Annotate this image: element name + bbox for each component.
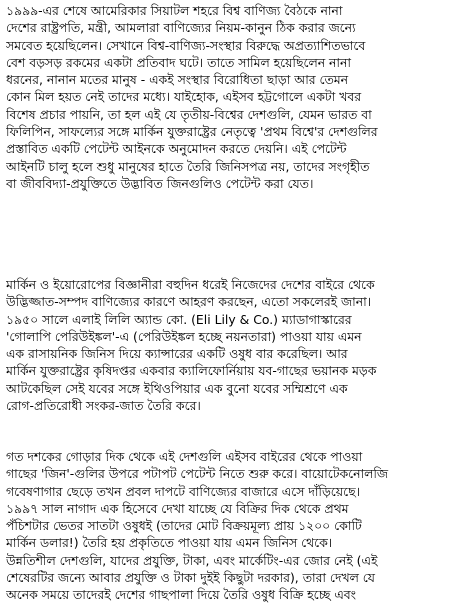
text-line: গবেষণাগার ছেড়ে তখন প্রবল দাপটে বাণিজ্যের বাজারে এসে দাঁড়িয়েছে। xyxy=(6,483,361,499)
text-line: মার্কিন ডলার!) তৈরি হয় প্রকৃতিতে পাওয়া যায় এমন জিনিস থেকে। xyxy=(6,535,333,551)
text-line: ১৯৯৭ সাল নাগাদ এক হিসেবে দেখা যাচ্ছে যে বিক্রির দিক থেকে প্রথম xyxy=(6,500,349,516)
text-line: বেশ বড়সড় রকমের একটা প্রতিবাদ ঘটে। তাতে সামিল হয়েছিলেন নানা xyxy=(6,54,352,70)
text-line: অনেক সময়ে তাদেরই দেশের গাছপালা দিয়ে তৈরি ওষুধ বিক্রি হচ্ছে এবং xyxy=(6,587,356,603)
text-line: বিশেষ প্রচার পায়নি, তা হল এই যে তৃতীয়-বিশ্বের দেশগুলি, যেমন ভারত বা xyxy=(6,106,372,122)
text-line: পঁচিশটার ভেতর সাতটা ওষুধই (তাদের মোট বিক্রয়মূল্য প্রায় ১২০০ কোটি xyxy=(6,518,362,534)
text-line: গত দশকের গোড়ার দিক থেকে এই দেশগুলি এইসব বাইরের থেকে পাওয়া xyxy=(6,449,363,464)
text-line: আইনটি চালু হলে শুধু মানুষের হাতে তৈরি জিনিসপত্র নয়, তাদের সংগৃহীত xyxy=(6,158,370,174)
text-line: উন্নতিশীল দেশগুলি, যাদের প্রযুক্তি, টাকা, এবং মার্কেটিং-এর জোর নেই (এই xyxy=(6,552,378,568)
text-line: গাছের 'জিন'-গুলির উপরে পটাপট পেটেন্ট নিতে শুরু করে। বায়োটেকনোলজি xyxy=(6,466,388,482)
text-line: 'গোলাপি পেরিউইঙ্কল'-এ (পেরিউইঙ্কল হচ্ছে নয়নতারা) পাওয়া যায় এমন xyxy=(6,328,362,344)
text-line: ধরনের, নানান মতের মানুষ - একই সংস্থার বিরোধিতা ছাড়া আর তেমন xyxy=(6,72,349,88)
text-line: উদ্ভিজ্জাত-সম্পদ বাণিজ্যের কারণে আহরণ করছেন, এতো সকলেরই জানা। xyxy=(6,294,372,310)
text-line: ১৯৯৯-এর শেষে আমেরিকার সিয়াটল শহরে বিশ্ব বাণিজ্য বৈঠকে নানা xyxy=(6,3,343,18)
text-line: ফিলিপিন, সাফল্যের সঙ্গে মার্কিন যুক্তরাষ্ট্রের নেতৃত্বে 'প্রথম বিশ্বে'র দেশগুলির xyxy=(6,124,378,140)
paragraph-2 xyxy=(6,276,451,432)
text-line: শেষেরটির জন্যে আবার প্রযুক্তি ও টাকা দুইই কিছুটা দরকার), তারা দেখল যে xyxy=(6,570,375,586)
text-line: কোন মিল হয়ত নেই তাদের মধ্যে। যাইহোক, এইসব হট্টগোলে একটা খবর xyxy=(6,89,362,105)
text-line: মার্কিন যুক্তরাষ্ট্রের কৃষিদপ্তর একবার ক্যালিফোর্নিয়ায় যব-গাছের ভয়ানক মড়ক xyxy=(6,363,377,379)
text-line: সমবেত হয়েছিলেন। সেখানে বিশ্ব-বাণিজ্য-সংস্থার বিরুদ্ধে অপ্রত্যাশিতভাবে xyxy=(6,37,366,53)
text-line: এক রাসায়নিক জিনিস দিয়ে ক্যান্সারের একটি ওষুধ বার করেছিল। আর xyxy=(6,346,348,362)
text-line: প্রস্তাবিত একটি পেটেন্ট আইনকে অনুমোদন করতে দেয়নি। এই পেটেন্ট xyxy=(6,141,347,157)
paragraph-1 xyxy=(6,2,451,262)
text-line: মার্কিন ও ইয়োরোপের বিজ্ঞানীরা বহুদিন ধরেই নিজেদের দেশের বাইরে থেকে xyxy=(6,277,375,292)
text-line: আটকেছিল সেই যবের সঙ্গে ইথিওপিয়ার এক বুনো যবের সম্মিশ্রণে এক xyxy=(6,380,348,396)
text-line: দেশের রাষ্ট্রপতি, মন্ত্রী, আমলারা বাণিজ্যের নিয়ম-কানুন ঠিক করার জন্যে xyxy=(6,20,356,36)
text-line: বা জীববিদ্যা-প্রযুক্তিতে উদ্ভাবিত জিনগুলিও পেটেন্ট করা যেত। xyxy=(6,175,314,191)
paragraph-3 xyxy=(6,448,451,604)
text-line: রোগ-প্রতিরোধী সংকর-জাত তৈরি করে। xyxy=(6,398,201,414)
text-line: ১৯৫০ সালে এলাই লিলি অ্যান্ড কো. (Eli Lily & Co.) ম্যাডাগাস্কারের xyxy=(6,311,352,327)
